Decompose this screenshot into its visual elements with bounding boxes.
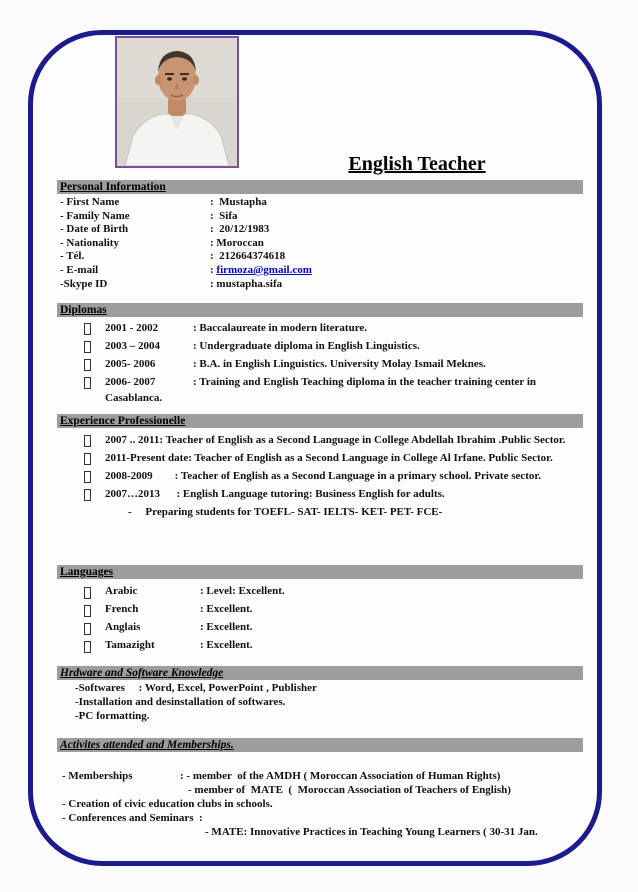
language-row-anglais xyxy=(57,618,583,636)
language-level: : Excellent. xyxy=(200,603,253,615)
section-experience xyxy=(57,414,583,521)
diplomas-header: Diplomas xyxy=(60,304,107,316)
info-value: : Moroccan xyxy=(210,236,264,249)
installation-line: -Installation and desinstallation of softwares. xyxy=(75,696,286,708)
hardware-software-header-bar xyxy=(57,666,583,680)
diploma-period: 2006- 2007 xyxy=(105,376,156,388)
info-row-date-of-birth xyxy=(57,223,583,237)
section-diplomas xyxy=(57,303,583,408)
bullet-box-icon xyxy=(84,323,91,335)
personal-information-header-bar xyxy=(57,180,583,194)
info-value: : Sifa xyxy=(210,209,238,222)
memberships-value-1: : - member of the AMDH ( Moroccan Association of Human Rights) xyxy=(180,770,501,782)
info-value: : Mustapha xyxy=(210,196,267,208)
memberships-row xyxy=(57,769,583,783)
info-row-email xyxy=(57,264,583,278)
language-name: Arabic xyxy=(105,585,138,597)
language-row-arabic xyxy=(57,582,583,600)
info-label: - Date of Birth xyxy=(60,223,129,236)
diploma-item xyxy=(57,320,583,336)
languages-list xyxy=(57,582,583,654)
language-level: : Excellent. xyxy=(200,621,253,633)
bullet-box-icon xyxy=(84,471,91,483)
bullet-box-icon xyxy=(84,435,91,447)
language-level: : Level: Excellent. xyxy=(200,585,285,597)
experience-item xyxy=(57,486,583,503)
software-line: -Softwares : Word, Excel, PowerPoint , Publisher xyxy=(75,682,317,694)
portrait-photo xyxy=(115,36,239,168)
bullet-box-icon xyxy=(84,489,91,501)
bullet-box-icon xyxy=(84,341,91,353)
info-label: - E-mail xyxy=(60,263,99,276)
info-row-family-name xyxy=(57,210,583,224)
experience-text: 2007…2013 : English Language tutoring: Business English for adults. xyxy=(105,488,445,500)
diplomas-list xyxy=(57,320,583,406)
activities-header: Activites attended and Memberships. xyxy=(60,739,234,751)
diploma-item xyxy=(57,338,583,354)
conferences-line: - Conferences and Seminars : xyxy=(62,812,203,824)
pc-formatting-line: -PC formatting. xyxy=(75,710,150,722)
info-label: - Tél. xyxy=(60,250,85,263)
experience-header: Experience Professionelle xyxy=(60,415,186,427)
languages-header: Languages xyxy=(60,566,114,578)
info-label: - First Name xyxy=(60,196,120,208)
language-level: : Excellent. xyxy=(200,639,253,651)
language-name: Anglais xyxy=(105,621,141,633)
info-label: - Nationality xyxy=(60,236,119,249)
bullet-box-icon xyxy=(84,623,91,635)
section-personal-information xyxy=(57,180,583,291)
diploma-period: 2001 - 2002 xyxy=(105,322,159,334)
portrait-illustration xyxy=(117,38,237,166)
language-name: French xyxy=(105,603,139,615)
hardware-software-header: Hrdware and Software Knowledge xyxy=(60,667,224,679)
info-value: : mustapha.sifa xyxy=(210,277,283,290)
info-label: -Skype ID xyxy=(60,277,108,290)
experience-item xyxy=(57,450,583,467)
experience-text: 2011-Present date: Teacher of English as a Second Language in College Al Irfane. Public Sector. xyxy=(105,452,553,464)
info-label: - Family Name xyxy=(60,209,130,222)
bullet-box-icon xyxy=(84,641,91,653)
info-value: : 212664374618 xyxy=(210,250,286,263)
bullet-box-icon xyxy=(84,377,91,389)
diploma-desc: : B.A. in English Linguistics. University Molay Ismail Meknes. xyxy=(193,358,486,370)
personal-information-rows xyxy=(57,196,583,291)
info-row-skype-id xyxy=(57,278,583,292)
email-link[interactable]: firmoza@gmail.com xyxy=(216,263,312,276)
experience-header-bar xyxy=(57,414,583,428)
bullet-box-icon xyxy=(84,587,91,599)
info-value xyxy=(210,264,312,276)
hardware-software-lines xyxy=(57,681,583,723)
diploma-item xyxy=(57,356,583,372)
experience-item xyxy=(57,468,583,485)
language-name: Tamazight xyxy=(105,639,155,651)
page-title: English Teacher xyxy=(348,153,486,175)
info-value: : 20/12/1983 xyxy=(210,223,270,236)
experience-text: 2007 .. 2011: Teacher of English as a Second Language in College Abdellah Ibrahim .Public Sector. xyxy=(105,434,566,446)
diplomas-header-bar xyxy=(57,303,583,317)
languages-header-bar xyxy=(57,565,583,579)
experience-subitem: - Preparing students for TOEFL- SAT- IELTS- KET- PET- FCE- xyxy=(128,506,443,518)
bullet-box-icon xyxy=(84,605,91,617)
diploma-desc: : Baccalaureate in modern literature. xyxy=(193,322,368,334)
language-row-tamazight xyxy=(57,636,583,654)
section-activities xyxy=(57,738,583,839)
experience-list xyxy=(57,432,583,521)
diploma-period: 2005- 2006 xyxy=(105,358,156,370)
info-row-telephone xyxy=(57,250,583,264)
activities-lines xyxy=(57,769,583,839)
email-colon: : xyxy=(210,263,217,276)
experience-text: 2008-2009 : Teacher of English as a Second Language in a primary school. Private sector. xyxy=(105,470,542,482)
civic-clubs-line: - Creation of civic education clubs in schools. xyxy=(62,798,273,810)
info-row-first-name xyxy=(57,196,583,210)
diploma-desc: : Training and English Teaching diploma in the teacher training center in Casablanca. xyxy=(105,376,536,404)
personal-information-header: Personal Information xyxy=(60,181,166,193)
language-row-french xyxy=(57,600,583,618)
bullet-box-icon xyxy=(84,453,91,465)
memberships-label: - Memberships xyxy=(62,770,133,782)
experience-item xyxy=(57,432,583,449)
diploma-item xyxy=(57,374,583,406)
diploma-period: 2003 – 2004 xyxy=(105,340,160,352)
section-languages xyxy=(57,565,583,654)
conference-item-line: - MATE: Innovative Practices in Teaching Young Learners ( 30-31 Jan. xyxy=(205,826,538,838)
section-hardware-software xyxy=(57,666,583,723)
activities-header-bar xyxy=(57,738,583,752)
resume-page xyxy=(28,30,602,866)
memberships-value-2: - member of MATE ( Moroccan Association of Teachers of English) xyxy=(188,784,511,796)
diploma-desc: : Undergraduate diploma in English Linguistics. xyxy=(193,340,420,352)
bullet-box-icon xyxy=(84,359,91,371)
info-row-nationality xyxy=(57,237,583,251)
